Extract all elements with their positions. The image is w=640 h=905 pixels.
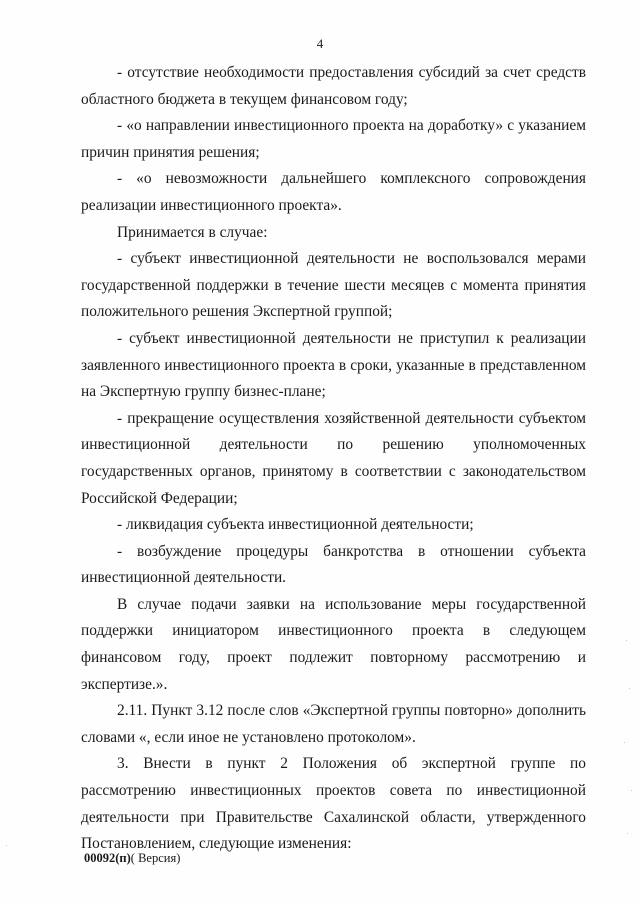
paragraph-item-3: 3. Внести в пункт 2 Положения об экспертной группе по рассмотрению инвестиционных проектов совета по инвестиционной деятельности при Правительстве Сахалинской области, утвержденного Постановлением, следующие изменения: — [81, 755, 586, 853]
paragraph-bankruptcy: - возбуждение процедуры банкротства в отношении субъекта инвестиционной деятельности. — [81, 542, 586, 587]
document-code: 00092(п) — [84, 851, 131, 865]
document-body — [81, 60, 586, 858]
page-number: 4 — [316, 36, 324, 51]
document-version: ( Версия) — [130, 851, 181, 865]
paragraph-no-subsidy-need: - отсутствие необходимости предоставления субсидий за счет средств областного бюджета в текущем финансовом году; — [81, 64, 586, 108]
paragraph-project-not-started: - субъект инвестиционной деятельности не приступил к реализации заявленного инвестиционного проекта в сроки, указанные в представленном на Экспертную группу бизнес-плане; — [81, 329, 586, 401]
paragraph-accepted-in-case: Принимается в случае: — [117, 223, 268, 241]
paragraph-repeat-review: В случае подачи заявки на использование меры государственной поддержки инициатором инвестиционного проекта в следующем финансовом году, проект подлежит повторному рассмотрению и экспертизе.». — [81, 595, 586, 693]
paragraph-support-not-used: - субъект инвестиционной деятельности не воспользовался мерами государственной поддержки в течение шести месяцев с момента принятия положительного решения Экспертной группой; — [81, 250, 586, 321]
paragraph-liquidation: - ликвидация субъекта инвестиционной деятельности; — [117, 516, 474, 534]
paragraph-item-2-11: 2.11. Пункт 3.12 после слов «Экспертной группы повторно» дополнить словами «, если иное не установлено протоколом». — [81, 702, 586, 746]
document-footer — [84, 851, 180, 866]
paragraph-return-for-revision: - «о направлении инвестиционного проекта на доработку» с указанием причин принятия решения; — [81, 117, 586, 161]
paragraph-activity-terminated: - прекращение осуществления хозяйственной деятельности субъектом инвестиционной деятельности по решению уполномоченных государственных органов, принятому в соответствии с законодательством Российской Федерации; — [81, 409, 586, 507]
paragraph-impossibility-of-support: - «о невозможности дальнейшего комплексного сопровождения реализации инвестиционного проекта». — [81, 170, 586, 214]
